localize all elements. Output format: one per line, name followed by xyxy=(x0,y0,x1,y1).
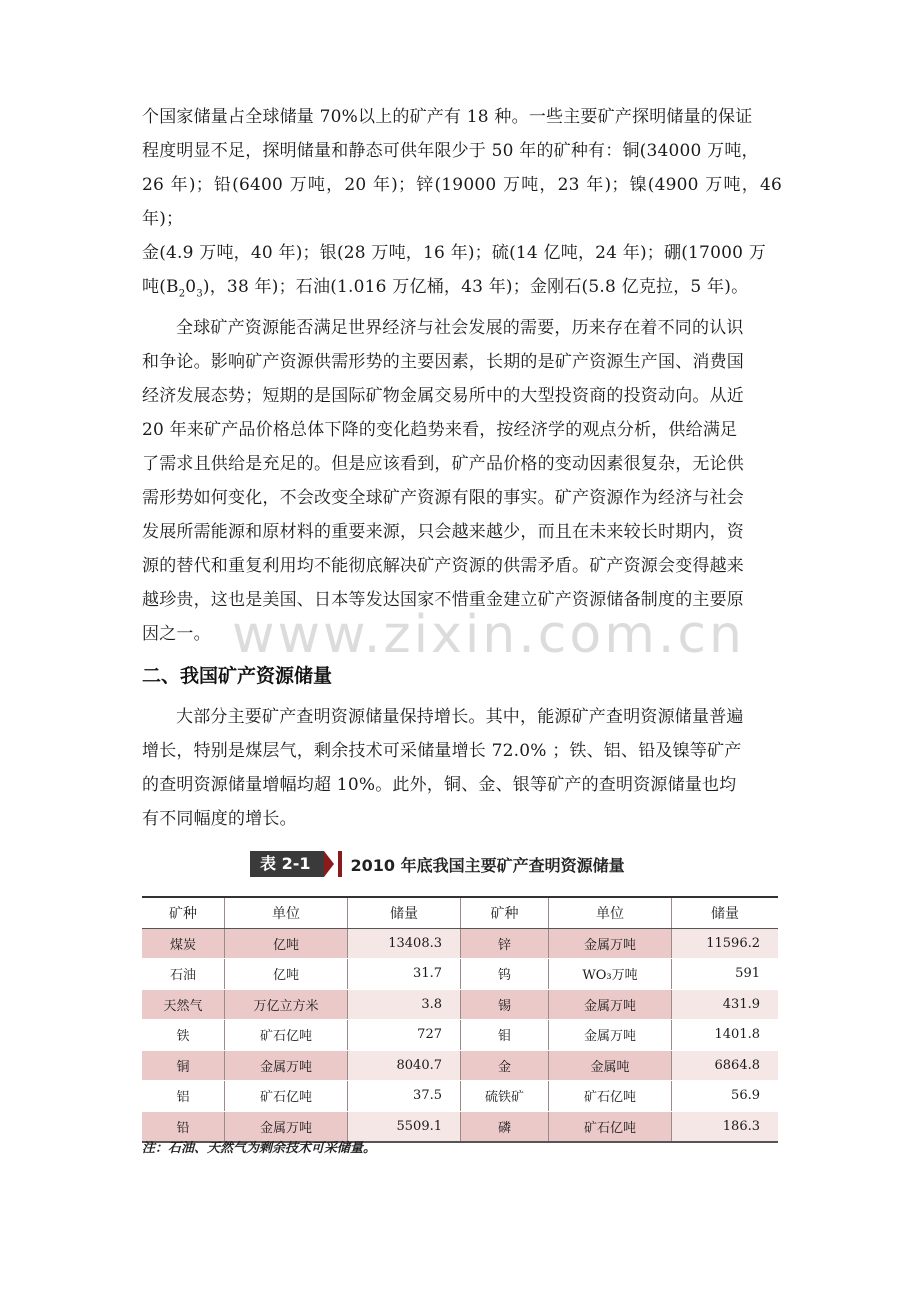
text-line: 金(4.9 万吨，40 年)；银(28 万吨，16 年)；硫(14 亿吨，24 年)；硼(17000 万 xyxy=(142,243,766,263)
cell: 锡 xyxy=(461,989,549,1020)
text-line: 吨$(B_20_3)$，38 年)；石油(1.016 万亿桶，43 年)；金刚石(5.8 亿克拉，5 年)。 xyxy=(142,277,749,300)
text-line: 程度明显不足，探明储量和静态可供年限少于 50 年的矿种有：铜(34000 万吨， xyxy=(142,141,759,161)
text-line: 了需求且供给是充足的。但是应该看到，矿产品价格的变动因素很复杂，无论供 xyxy=(142,454,744,475)
text-line: 发展所需能源和原材料的重要来源，只会越来越少，而且在未来较长时期内，资 xyxy=(142,522,744,543)
cell: 煤炭 xyxy=(142,928,225,959)
cell: 铁 xyxy=(142,1020,225,1051)
cell: 金属万吨 xyxy=(225,1050,348,1081)
col-header: 单位 xyxy=(549,897,672,928)
cell: 金属吨 xyxy=(549,1050,672,1081)
cell: 金属万吨 xyxy=(549,928,672,959)
table-row xyxy=(142,1081,778,1112)
text-line: 因之一。 xyxy=(142,624,211,645)
cell: 钨 xyxy=(461,959,549,990)
table-row xyxy=(142,959,778,990)
table-title: 2010 年底我国主要矿产查明资源储量 xyxy=(350,855,625,875)
document-body xyxy=(142,100,782,651)
cell: 金属万吨 xyxy=(225,1111,348,1142)
cell: 1401.8 xyxy=(672,1020,779,1051)
cell: 37.5 xyxy=(348,1081,461,1112)
cell: 591 xyxy=(672,959,779,990)
cell: 186.3 xyxy=(672,1111,779,1142)
text-line: 个国家储量占全球储量 70%以上的矿产有 18 种。一些主要矿产探明储量的保证 xyxy=(142,107,753,127)
cell: 6864.8 xyxy=(672,1050,779,1081)
cell: 8040.7 xyxy=(348,1050,461,1081)
cell: 石油 xyxy=(142,959,225,990)
cell: 亿吨 xyxy=(225,928,348,959)
reserves-table xyxy=(142,896,778,1143)
text-line: 26 年)；铅(6400 万吨，20 年)；锌(19000 万吨，23 年)；镍(4900 万吨，46 年)； xyxy=(142,175,782,229)
cell: 矿石亿吨 xyxy=(549,1081,672,1112)
table-row xyxy=(142,928,778,959)
col-header: 单位 xyxy=(225,897,348,928)
cell: 金属万吨 xyxy=(549,989,672,1020)
cell: 铝 xyxy=(142,1081,225,1112)
col-header: 矿种 xyxy=(142,897,225,928)
text-line: 越珍贵，这也是美国、日本等发达国家不惜重金建立矿产资源储备制度的主要原 xyxy=(142,590,744,611)
table-row xyxy=(142,989,778,1020)
cell: 磷 xyxy=(461,1111,549,1142)
col-header: 储量 xyxy=(672,897,779,928)
cell: 铅 xyxy=(142,1111,225,1142)
text-line: 全球矿产资源能否满足世界经济与社会发展的需要，历来存在着不同的认识 xyxy=(176,318,744,339)
text-line: 和争论。影响矿产资源供需形势的主要因素，长期的是矿产资源生产国、消费国 xyxy=(142,352,744,373)
text-line: 增长，特别是煤层气，剩余技术可采储量增长 72.0% ；铁、铝、铅及镍等矿产 xyxy=(142,741,742,761)
cell: 56.9 xyxy=(672,1081,779,1112)
caption-accent-bar xyxy=(338,851,342,877)
cell: 3.8 xyxy=(348,989,461,1020)
cell: 锌 xyxy=(461,928,549,959)
text-line: 20 年来矿产品价格总体下降的变化趋势来看，按经济学的观点分析，供给满足 xyxy=(142,420,738,441)
cell: 天然气 xyxy=(142,989,225,1020)
cell: 万亿立方米 xyxy=(225,989,348,1020)
col-header: 储量 xyxy=(348,897,461,928)
table-row xyxy=(142,1020,778,1051)
text-line: 经济发展态势；短期的是国际矿物金属交易所中的大型投资商的投资动向。从近 xyxy=(142,386,744,407)
text-line: 的查明资源储量增幅均超 10%。此外，铜、金、银等矿产的查明资源储量也均 xyxy=(142,775,737,795)
cell: 铜 xyxy=(142,1050,225,1081)
table-number-tag: 表 2-1 xyxy=(250,851,324,877)
section-heading: 二、我国矿产资源储量 xyxy=(142,665,333,687)
cell: 矿石亿吨 xyxy=(225,1020,348,1051)
cell: 硫铁矿 xyxy=(461,1081,549,1112)
cell: 431.9 xyxy=(672,989,779,1020)
cell: 13408.3 xyxy=(348,928,461,959)
cell: 金 xyxy=(461,1050,549,1081)
table-row xyxy=(142,1050,778,1081)
cell: 亿吨 xyxy=(225,959,348,990)
cell: 矿石亿吨 xyxy=(225,1081,348,1112)
col-header: 矿种 xyxy=(461,897,549,928)
table-note: 注：石油、天然气为剩余技术可采储量。 xyxy=(142,1141,377,1156)
text-line: 有不同幅度的增长。 xyxy=(142,809,297,829)
text-line: 源的替代和重复利用均不能彻底解决矿产资源的供需矛盾。矿产资源会变得越来 xyxy=(142,556,744,577)
text-line: 大部分主要矿产查明资源储量保持增长。其中，能源矿产查明资源储量普遍 xyxy=(176,707,744,727)
paragraph-1 xyxy=(142,100,782,311)
paragraph-3 xyxy=(142,700,782,836)
text-line: 需形势如何变化，不会改变全球矿产资源有限的事实。矿产资源作为经济与社会 xyxy=(142,488,744,509)
cell: 727 xyxy=(348,1020,461,1051)
cell: 31.7 xyxy=(348,959,461,990)
cell: 钼 xyxy=(461,1020,549,1051)
watermark: www.zixin.com.cn xyxy=(232,605,745,665)
cell: 11596.2 xyxy=(672,928,779,959)
paragraph-2 xyxy=(142,311,782,651)
cell: WO₃万吨 xyxy=(549,959,672,990)
cell: 金属万吨 xyxy=(549,1020,672,1051)
table-header-row xyxy=(142,897,778,928)
cell: 5509.1 xyxy=(348,1111,461,1142)
cell: 矿石亿吨 xyxy=(549,1111,672,1142)
table-caption xyxy=(250,851,625,877)
